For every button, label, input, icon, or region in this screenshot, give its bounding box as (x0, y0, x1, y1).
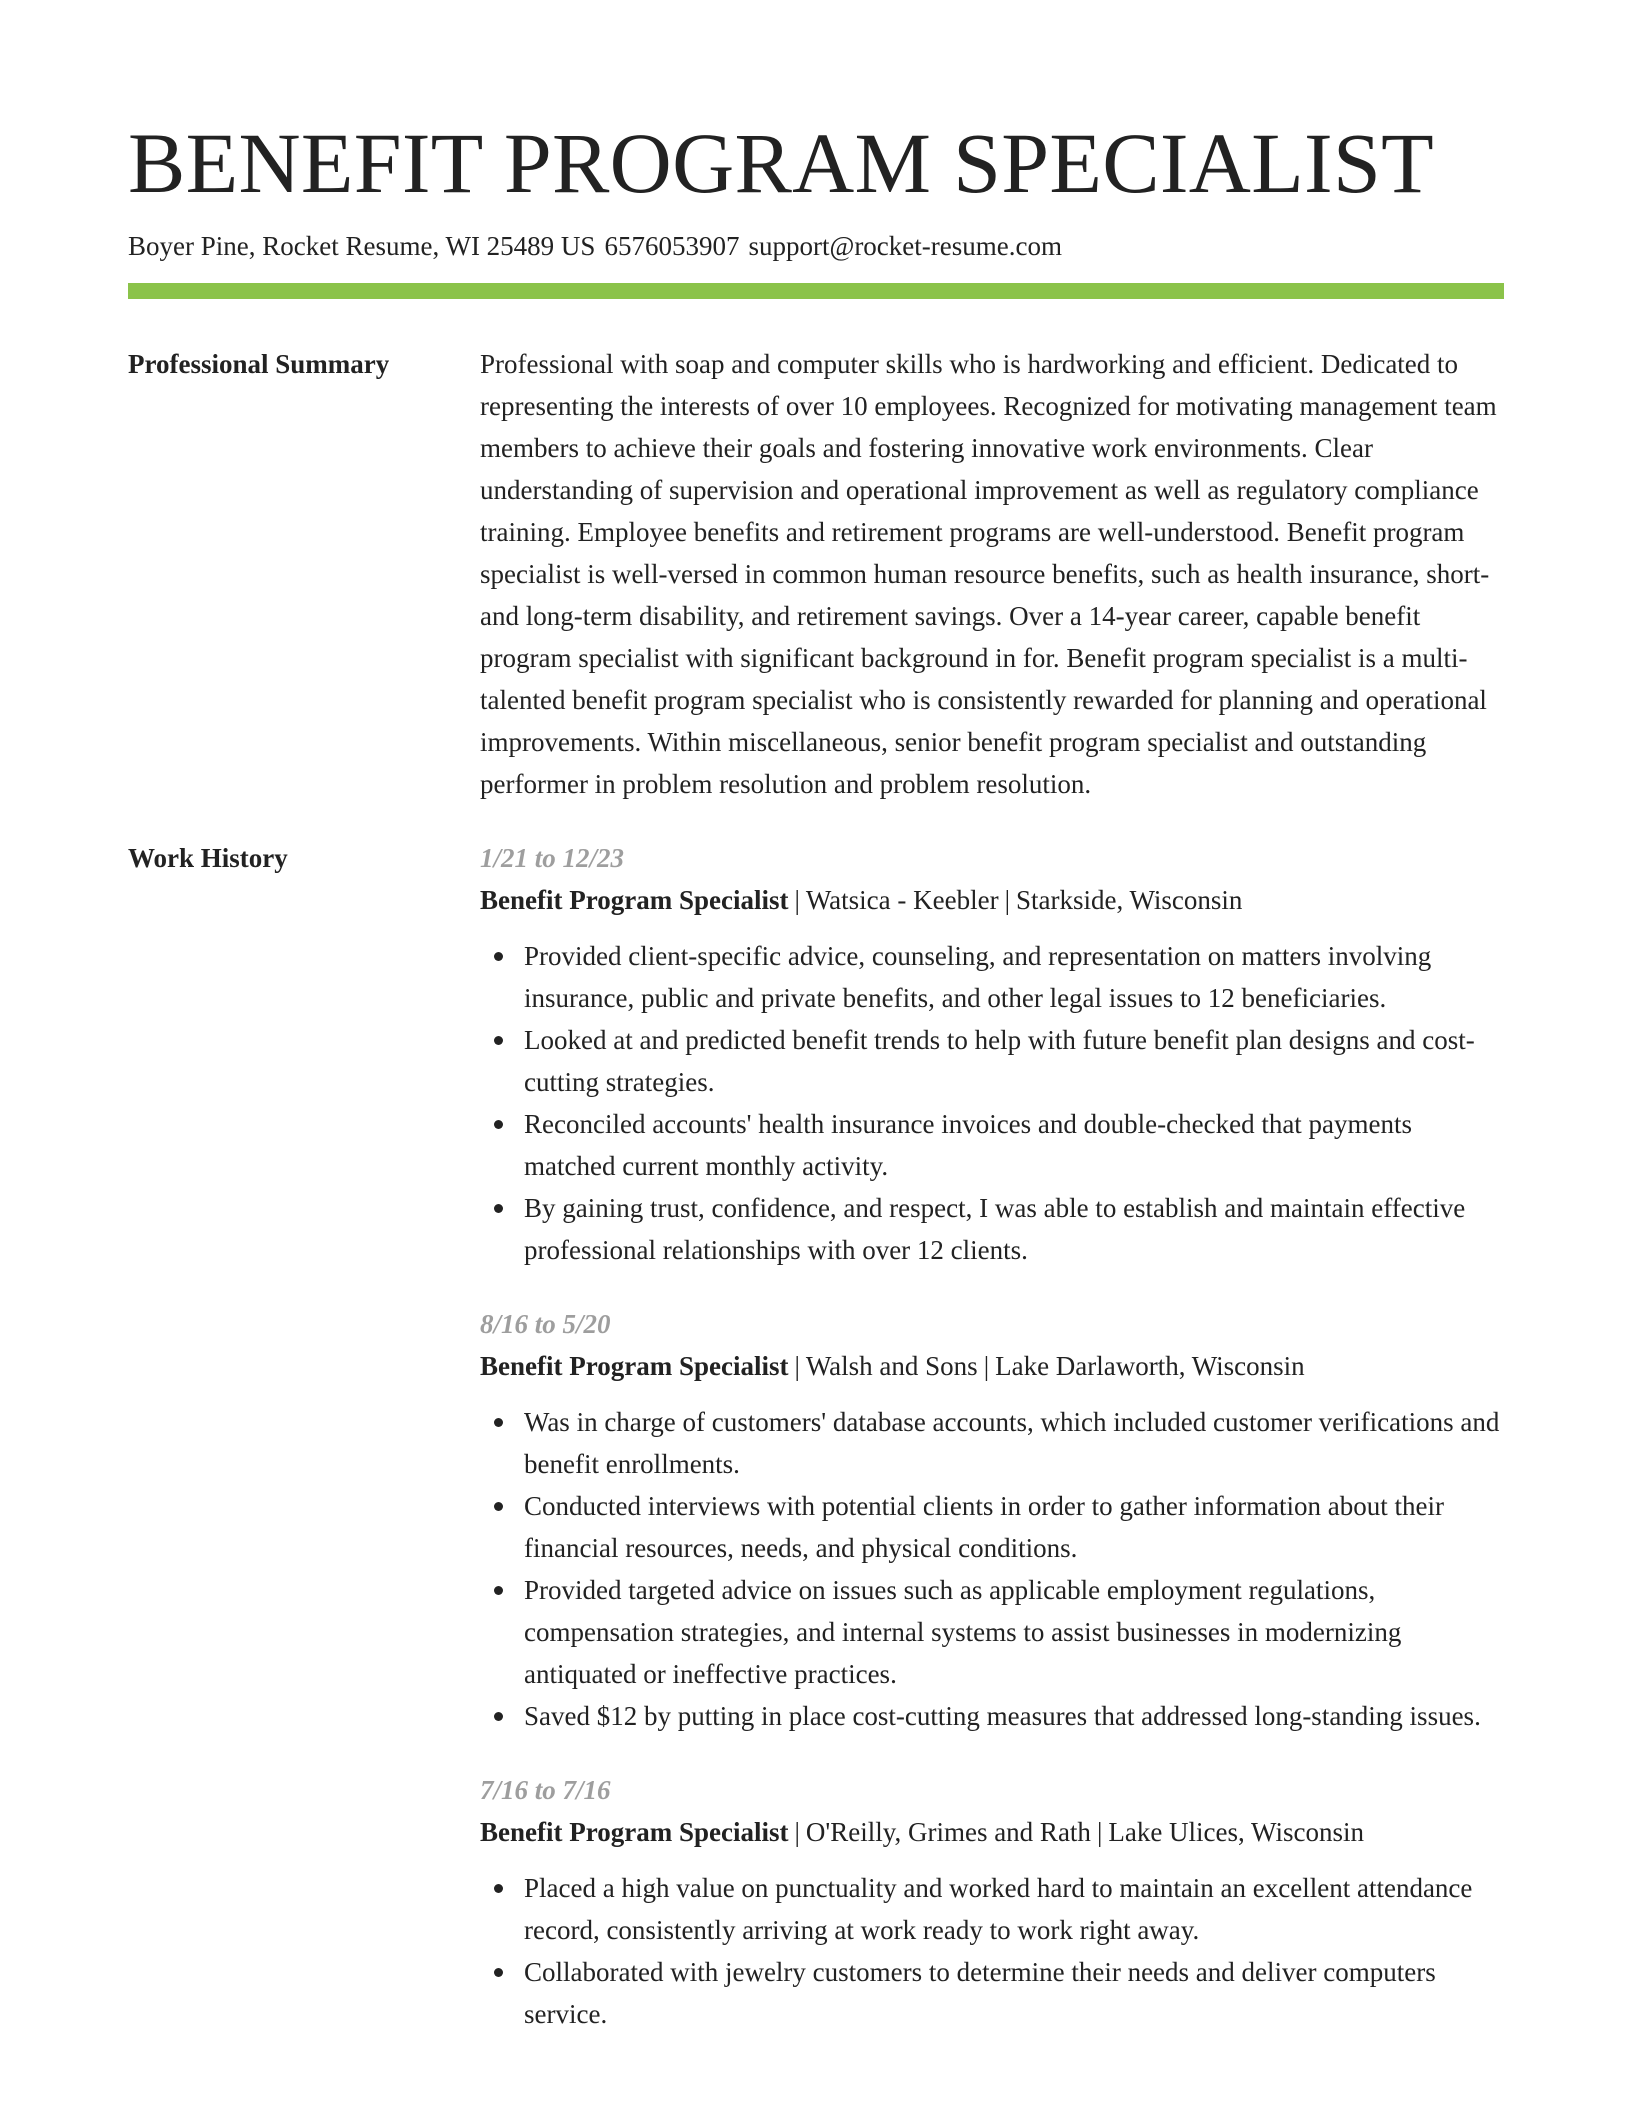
professional-summary-section (128, 343, 1504, 805)
job-location: Lake Darlaworth, Wisconsin (995, 1350, 1305, 1381)
job-bullet: Was in charge of customers' database accounts, which included customer verifications and benefit enrollments. (524, 1401, 1504, 1485)
job-title: Benefit Program Specialist (480, 1350, 789, 1381)
job-title-line (480, 1345, 1504, 1387)
job-bullet: By gaining trust, confidence, and respect, I was able to establish and maintain effective professional relationships with over 12 clients. (524, 1187, 1504, 1271)
job-company: O'Reilly, Grimes and Rath (805, 1816, 1091, 1847)
job-location: Lake Ulices, Wisconsin (1108, 1816, 1364, 1847)
separator: | (794, 1816, 800, 1847)
job-bullet: Provided client-specific advice, counseling, and representation on matters involving insurance, public and private benefits, and other legal issues to 12 beneficiaries. (524, 935, 1504, 1019)
job-title: Benefit Program Specialist (480, 1816, 789, 1847)
job-title: Benefit Program Specialist (480, 884, 789, 915)
job-bullet: Collaborated with jewelry customers to determine their needs and deliver computers service. (524, 1951, 1504, 2035)
job-entry (480, 1769, 1504, 2035)
separator: | (794, 1350, 800, 1381)
section-heading-summary: Professional Summary (128, 348, 390, 379)
contact-line (128, 230, 1504, 262)
job-bullet-list (480, 1401, 1504, 1737)
separator: | (1096, 1816, 1103, 1847)
job-location: Starkside, Wisconsin (1015, 884, 1243, 915)
job-list (480, 837, 1504, 2035)
job-bullet: Placed a high value on punctuality and worked hard to maintain an excellent attendance record, consistently arriving at work ready to work right away. (524, 1867, 1504, 1951)
job-dates: 7/16 to 7/16 (480, 1774, 611, 1805)
job-bullet: Reconciled accounts' health insurance invoices and double-checked that payments matched current monthly activity. (524, 1103, 1504, 1187)
summary-text: Professional with soap and computer skills who is hardworking and efficient. Dedicated to representing the interests of over 10 employees. Recognized for motivating management team members to achieve their goals and fostering innovative work environments. Clear understanding of supervision and operational improvement as well as regulatory compliance training. Employee benefits and retirement programs are well-understood. Benefit program specialist is well-versed in common human resource benefits, such as health insurance, short- and long-term disability, and retirement savings. Over a 14-year career, capable benefit program specialist with significant background in for. Benefit program specialist is a multi-talented benefit program specialist who is consistently rewarded for planning and operational improvements. Within miscellaneous, senior benefit program specialist and outstanding performer in problem resolution and problem resolution. (480, 348, 1497, 799)
job-bullet-list (480, 935, 1504, 1271)
resume-name: BENEFIT PROGRAM SPECIALIST (128, 115, 1434, 211)
job-dates: 1/21 to 12/23 (480, 842, 625, 873)
section-heading-work: Work History (128, 842, 288, 873)
job-entry (480, 837, 1504, 1271)
job-bullet-list (480, 1867, 1504, 2035)
contact-address: Boyer Pine, Rocket Resume, WI 25489 US (128, 231, 596, 262)
job-dates: 8/16 to 5/20 (480, 1308, 611, 1339)
job-title-line (480, 879, 1504, 921)
separator: | (794, 884, 800, 915)
job-bullet: Saved $12 by putting in place cost-cutting measures that addressed long-standing issues. (524, 1695, 1504, 1737)
job-company: Walsh and Sons (805, 1350, 978, 1381)
separator: | (1004, 884, 1010, 915)
separator: | (983, 1350, 990, 1381)
job-title-line (480, 1811, 1504, 1853)
header-divider (128, 283, 1504, 299)
contact-phone: 6576053907 (604, 231, 740, 262)
work-history-section (128, 837, 1504, 2035)
contact-email: support@rocket-resume.com (748, 231, 1062, 262)
job-bullet: Looked at and predicted benefit trends to help with future benefit plan designs and cost-cutting strategies. (524, 1019, 1504, 1103)
job-bullet: Provided targeted advice on issues such as applicable employment regulations, compensation strategies, and internal systems to assist businesses in modernizing antiquated or ineffective practices. (524, 1569, 1504, 1695)
job-bullet: Conducted interviews with potential clients in order to gather information about their financial resources, needs, and physical conditions. (524, 1485, 1504, 1569)
job-company: Watsica - Keebler (805, 884, 999, 915)
job-entry (480, 1303, 1504, 1737)
resume-page (128, 115, 1504, 2035)
